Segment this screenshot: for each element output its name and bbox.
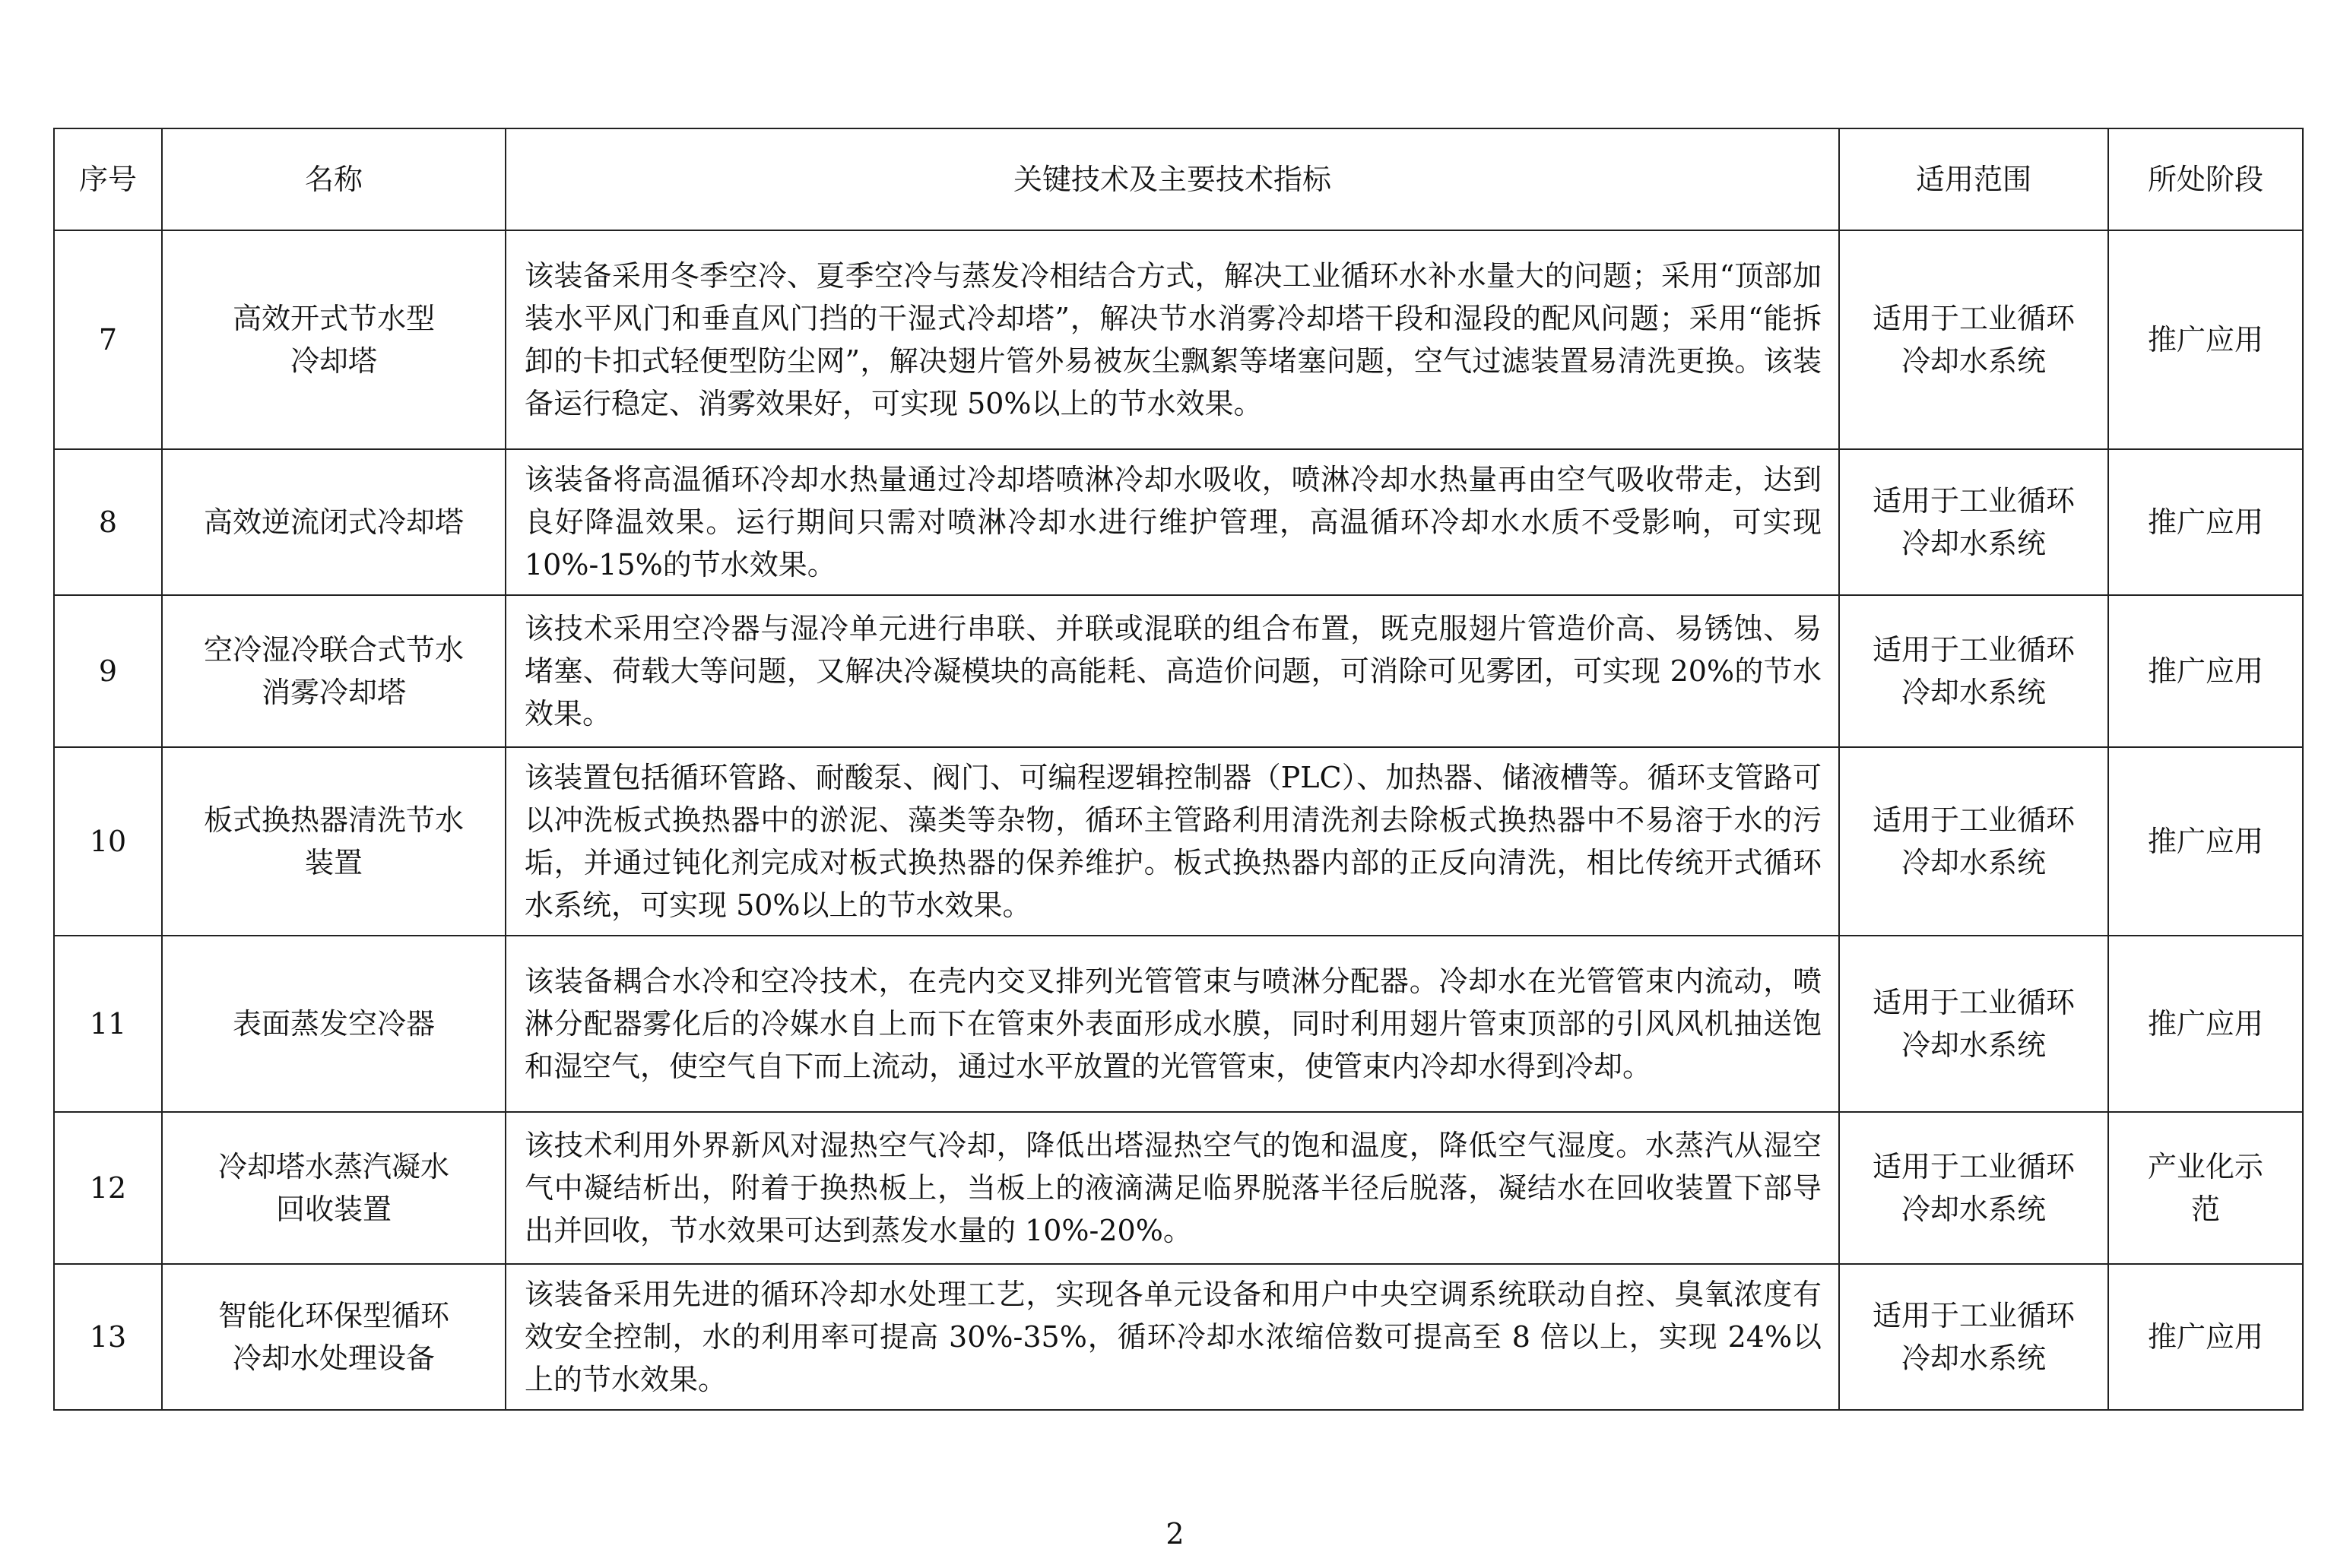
cell-scope bbox=[1839, 747, 2108, 936]
cell-name-text: 高效逆流闭式冷却塔 bbox=[203, 505, 464, 539]
cell-name bbox=[162, 936, 506, 1112]
cell-name bbox=[162, 449, 506, 595]
header-tech: 关键技术及主要技术指标 bbox=[506, 128, 1839, 230]
cell-scope bbox=[1839, 1264, 2108, 1410]
cell-stage-text: 推广应用 bbox=[2147, 323, 2263, 356]
cell-tech: 该装置包括循环管路、耐酸泵、阀门、可编程逻辑控制器（PLC）、加热器、储液槽等。循环支管路可以冲洗板式换热器中的淤泥、藻类等杂物，循环主管路利用清洗剂去除板式换热器中不易溶于水的污垢，并通过钝化剂完成对板式换热器的保养维护。板式换热器内部的正反向清洗，相比传统开式循环水系统，可实现 50%以上的节水效果。 bbox=[506, 747, 1839, 936]
header-name: 名称 bbox=[162, 128, 506, 230]
cell-scope bbox=[1839, 449, 2108, 595]
cell-name bbox=[162, 1112, 506, 1264]
table-row bbox=[54, 595, 2303, 747]
cell-stage-text: 推广应用 bbox=[2147, 654, 2263, 688]
cell-num: 13 bbox=[54, 1264, 162, 1410]
cell-stage-text: 产业化示 范 bbox=[2147, 1150, 2263, 1226]
table-header bbox=[54, 128, 2303, 230]
cell-scope bbox=[1839, 230, 2108, 449]
cell-tech: 该技术采用空冷器与湿冷单元进行串联、并联或混联的组合布置，既克服翅片管造价高、易锈蚀、易堵塞、荷载大等问题，又解决冷凝模块的高能耗、高造价问题，可消除可见雾团，可实现 20%的节水效果。 bbox=[506, 595, 1839, 747]
cell-tech: 该装备将高温循环冷却水热量通过冷却塔喷淋冷却水吸收，喷淋冷却水热量再由空气吸收带走，达到良好降温效果。运行期间只需对喷淋冷却水进行维护管理，高温循环冷却水水质不受影响，可实现 10%-15%的节水效果。 bbox=[506, 449, 1839, 595]
cell-stage bbox=[2108, 230, 2303, 449]
table-body bbox=[54, 230, 2303, 1410]
table-row bbox=[54, 1264, 2303, 1410]
header-row bbox=[54, 128, 2303, 230]
cell-name-text: 高效开式节水型 冷却塔 bbox=[232, 302, 435, 378]
cell-name-text: 智能化环保型循环 冷却水处理设备 bbox=[217, 1299, 449, 1375]
cell-scope-text: 适用于工业循环 冷却水系统 bbox=[1872, 1150, 2075, 1226]
cell-stage bbox=[2108, 747, 2303, 936]
cell-tech: 该装备采用先进的循环冷却水处理工艺，实现各单元设备和用户中央空调系统联动自控、臭氧浓度有效安全控制，水的利用率可提高 30%-35%，循环冷却水浓缩倍数可提高至 8 倍以上，实现 24%以上的节水效果。 bbox=[506, 1264, 1839, 1410]
cell-stage bbox=[2108, 1112, 2303, 1264]
cell-num: 9 bbox=[54, 595, 162, 747]
cell-tech: 该技术利用外界新风对湿热空气冷却，降低出塔湿热空气的饱和温度，降低空气湿度。水蒸汽从湿空气中凝结析出，附着于换热板上，当板上的液滴满足临界脱落半径后脱落，凝结水在回收装置下部导出并回收，节水效果可达到蒸发水量的 10%-20%。 bbox=[506, 1112, 1839, 1264]
cell-name-text: 空冷湿冷联合式节水 消雾冷却塔 bbox=[203, 633, 464, 709]
cell-tech: 该装备采用冬季空冷、夏季空冷与蒸发冷相结合方式，解决工业循环水补水量大的问题；采用“顶部加装水平风门和垂直风门挡的干湿式冷却塔”，解决节水消雾冷却塔干段和湿段的配风问题；采用“能拆卸的卡扣式轻便型防尘网”，解决翅片管外易被灰尘飘絮等堵塞问题，空气过滤装置易清洗更换。该装备运行稳定、消雾效果好，可实现 50%以上的节水效果。 bbox=[506, 230, 1839, 449]
cell-name bbox=[162, 595, 506, 747]
header-stage: 所处阶段 bbox=[2108, 128, 2303, 230]
header-scope: 适用范围 bbox=[1839, 128, 2108, 230]
cell-name bbox=[162, 230, 506, 449]
cell-stage-text: 推广应用 bbox=[2147, 1320, 2263, 1354]
cell-stage bbox=[2108, 1264, 2303, 1410]
cell-num: 7 bbox=[54, 230, 162, 449]
cell-stage bbox=[2108, 595, 2303, 747]
table-row bbox=[54, 449, 2303, 595]
cell-scope-text: 适用于工业循环 冷却水系统 bbox=[1872, 302, 2075, 378]
technology-table bbox=[53, 128, 2304, 1411]
cell-scope bbox=[1839, 595, 2108, 747]
page-number: 2 bbox=[1165, 1517, 1185, 1551]
header-num: 序号 bbox=[54, 128, 162, 230]
cell-stage-text: 推广应用 bbox=[2147, 1007, 2263, 1041]
cell-scope-text: 适用于工业循环 冷却水系统 bbox=[1872, 1299, 2075, 1375]
cell-name bbox=[162, 747, 506, 936]
cell-scope bbox=[1839, 1112, 2108, 1264]
cell-stage bbox=[2108, 936, 2303, 1112]
cell-num: 10 bbox=[54, 747, 162, 936]
table-row bbox=[54, 230, 2303, 449]
cell-stage-text: 推广应用 bbox=[2147, 505, 2263, 539]
cell-num: 8 bbox=[54, 449, 162, 595]
cell-name bbox=[162, 1264, 506, 1410]
cell-tech: 该装备耦合水冷和空冷技术，在壳内交叉排列光管管束与喷淋分配器。冷却水在光管管束内流动，喷淋分配器雾化后的冷媒水自上而下在管束外表面形成水膜，同时利用翅片管束顶部的引风风机抽送饱和湿空气，使空气自下而上流动，通过水平放置的光管管束，使管束内冷却水得到冷却。 bbox=[506, 936, 1839, 1112]
cell-scope-text: 适用于工业循环 冷却水系统 bbox=[1872, 484, 2075, 560]
cell-stage bbox=[2108, 449, 2303, 595]
cell-num: 11 bbox=[54, 936, 162, 1112]
table-row bbox=[54, 936, 2303, 1112]
cell-num: 12 bbox=[54, 1112, 162, 1264]
cell-scope-text: 适用于工业循环 冷却水系统 bbox=[1872, 803, 2075, 879]
table-row bbox=[54, 1112, 2303, 1264]
cell-scope-text: 适用于工业循环 冷却水系统 bbox=[1872, 633, 2075, 709]
cell-name-text: 板式换热器清洗节水 装置 bbox=[203, 803, 464, 879]
cell-stage-text: 推广应用 bbox=[2147, 825, 2263, 858]
table-row bbox=[54, 747, 2303, 936]
cell-name-text: 冷却塔水蒸汽凝水 回收装置 bbox=[217, 1150, 449, 1226]
cell-scope bbox=[1839, 936, 2108, 1112]
cell-scope-text: 适用于工业循环 冷却水系统 bbox=[1872, 986, 2075, 1062]
cell-name-text: 表面蒸发空冷器 bbox=[232, 1007, 435, 1041]
